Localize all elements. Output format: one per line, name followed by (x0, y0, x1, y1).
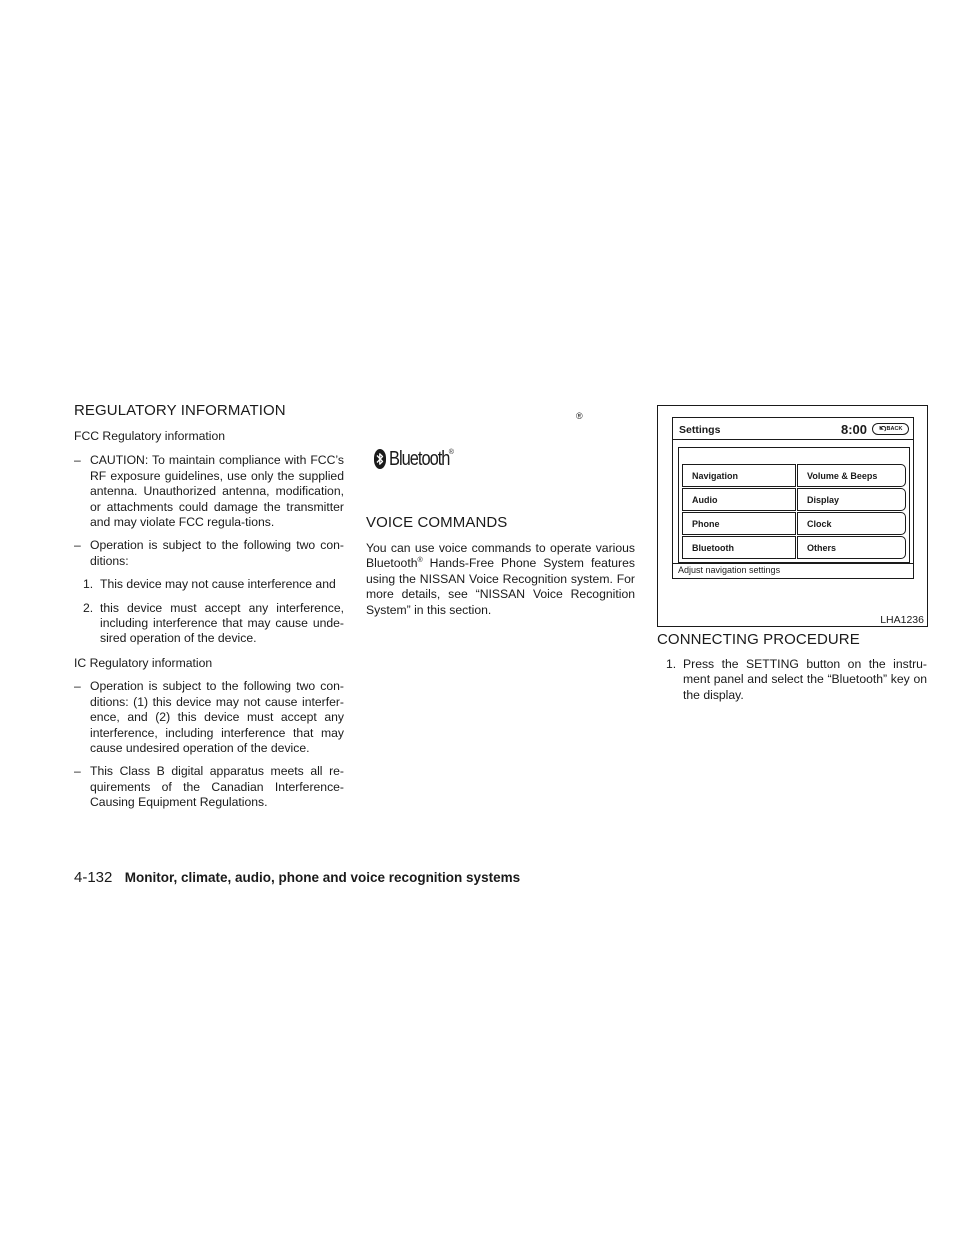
screen-title: Settings (679, 424, 721, 436)
back-button[interactable] (872, 423, 909, 435)
left-column (74, 402, 344, 811)
ic-label: IC Regulatory information (74, 655, 213, 670)
ic-item-text: This Class B digital apparatus meets all re-quirements of the Canadian Interference-Causing Equipment Regulations. (90, 764, 344, 810)
middle-column (366, 514, 635, 618)
menu-item-label: Volume & Beeps (807, 470, 878, 481)
registered-mark: ® (417, 557, 423, 565)
menu-item-navigation[interactable] (682, 464, 796, 487)
menu-item-label: Bluetooth (692, 542, 734, 553)
menu-item-others[interactable] (797, 536, 906, 559)
menu-item-clock[interactable] (797, 512, 906, 535)
procedure-step-1 (657, 657, 927, 703)
menu-frame (678, 447, 910, 563)
menu-item-label: Clock (807, 518, 832, 529)
section-title: Monitor, climate, audio, phone and voice recognition systems (124, 870, 521, 885)
dash-marker: – (74, 453, 81, 468)
condition-text: this device must accept any interference, including interference that may cause unde-sired operation of the device. (100, 600, 344, 646)
bluetooth-icon (374, 449, 386, 469)
condition-text: This device may not cause interference and (100, 577, 336, 592)
number-marker: 2. (83, 600, 94, 615)
ic-item-1 (74, 679, 344, 756)
fcc-label: FCC Regulatory information (74, 429, 226, 443)
fcc-item-text: CAUTION: To maintain compliance with FCC’s RF exposure guidelines, use only the supplied antenna. Unauthorized antenna, modification, or attachments could damage the transmitter and may violate FCC regula-tions. (90, 453, 344, 530)
voice-commands-body (366, 541, 635, 618)
ic-item-text: Operation is subject to the following two con-ditions: (1) this device may not cause interfer-ence, and (2) this device must accept any interference, including interference that may cause undesired operation of the device. (90, 679, 344, 755)
status-bar (673, 563, 913, 577)
menu-item-display[interactable] (797, 488, 906, 511)
menu-item-label: Navigation (692, 470, 739, 481)
right-column (657, 631, 927, 703)
regulatory-heading: REGULATORY INFORMATION (74, 402, 286, 419)
voice-commands-heading: VOICE COMMANDS (366, 514, 508, 531)
step-text: Press the SETTING button on the instru-ment panel and select the “Bluetooth” key on the display. (683, 657, 927, 702)
logo-registered-mark: ® (448, 449, 454, 457)
clock-time: 8:00 (841, 422, 868, 437)
number-marker: 1. (666, 657, 677, 671)
fcc-item-text: Operation is subject to the following two con-ditions: (90, 538, 344, 568)
body-text-1: You can use voice commands to operate various Bluetooth (366, 541, 635, 571)
back-arrow-icon (879, 426, 886, 433)
menu-item-phone[interactable] (682, 512, 796, 535)
fcc-condition-2 (74, 601, 344, 647)
bluetooth-wordmark: Bluetooth (389, 448, 450, 470)
stray-registered-mark: ® (576, 411, 583, 421)
ic-item-2 (74, 764, 344, 810)
figure-code: LHA1236 (880, 614, 924, 626)
back-label: BACK (886, 426, 903, 432)
menu-item-volume-beeps[interactable] (797, 464, 906, 487)
menu-item-label: Display (807, 494, 840, 505)
status-text: Adjust navigation settings (678, 565, 781, 575)
fcc-item-1 (74, 453, 344, 530)
fcc-item-2 (74, 538, 344, 569)
fcc-condition-1 (74, 577, 344, 592)
connecting-procedure-heading: CONNECTING PROCEDURE (657, 631, 860, 648)
menu-item-bluetooth[interactable] (682, 536, 796, 559)
menu-item-label: Others (807, 542, 837, 553)
dash-marker: – (74, 679, 81, 694)
menu-item-label: Phone (692, 518, 720, 529)
number-marker: 1. (83, 577, 94, 592)
menu-item-audio[interactable] (682, 488, 796, 511)
bluetooth-logo (374, 448, 454, 470)
dash-marker: – (74, 764, 81, 779)
title-divider (673, 439, 913, 440)
menu-item-label: Audio (692, 494, 718, 505)
settings-screen-figure (657, 405, 928, 627)
dash-marker: – (74, 538, 81, 553)
body-text-2: Hands-Free Phone System features using the NISSAN Voice Recognition system. For more details, see “NISSAN Voice Recognition System” in this section. (366, 556, 635, 617)
display-screen (672, 417, 914, 579)
page-number: 4-132 (74, 869, 113, 886)
page-footer (74, 870, 520, 886)
